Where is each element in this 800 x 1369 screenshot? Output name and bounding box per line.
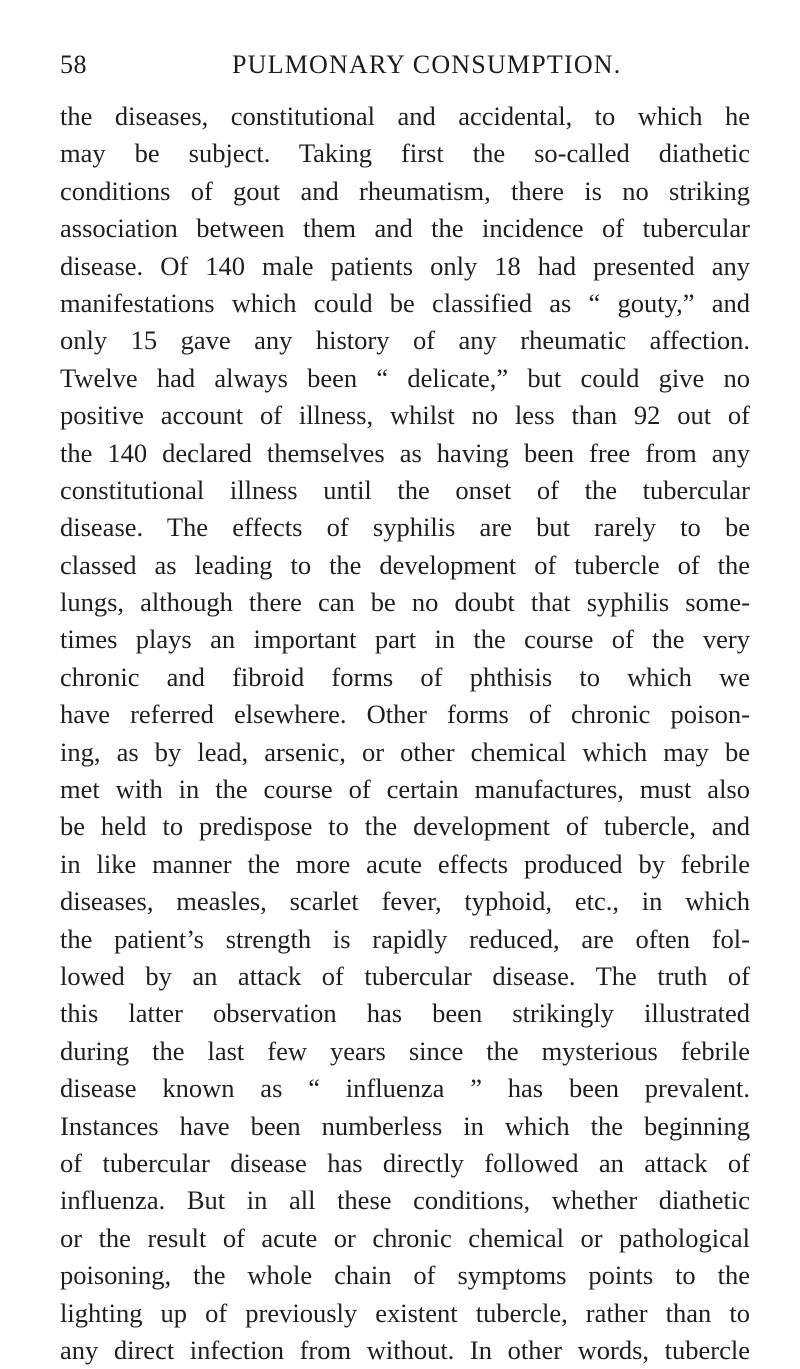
body-text	[60, 98, 750, 1369]
page-number: 58	[60, 50, 87, 79]
text-line: lighting up of previously existent tubercle, rather than to	[60, 1297, 750, 1328]
text-line: any direct infection from without. In other words, tubercle	[60, 1334, 750, 1365]
running-head: PULMONARY CONSUMPTION.	[232, 50, 622, 79]
text-line: during the last few years since the mysterious febrile	[60, 1035, 750, 1066]
text-line: ing, as by lead, arsenic, or other chemical which may be	[60, 736, 750, 767]
text-line: Twelve had always been “ delicate,” but could give no	[60, 362, 750, 393]
page-header	[0, 48, 800, 82]
text-line: influenza. But in all these conditions, whether diathetic	[60, 1185, 750, 1216]
text-line: chronic and fibroid forms of phthisis to which we	[60, 661, 750, 692]
text-line: times plays an important part in the course of the very	[60, 624, 750, 655]
text-line: the patient’s strength is rapidly reduced, are often fol-	[60, 923, 750, 954]
text-line: poisoning, the whole chain of symptoms points to the	[60, 1260, 750, 1291]
text-line: met with in the course of certain manufactures, must also	[60, 774, 750, 805]
text-line: in like manner the more acute effects produced by febrile	[60, 848, 750, 879]
text-line: manifestations which could be classified as “ gouty,” and	[60, 287, 750, 318]
text-line: the 140 declared themselves as having been free from any	[60, 437, 750, 468]
text-line: this latter observation has been strikingly illustrated	[60, 998, 750, 1029]
text-line: diseases, measles, scarlet fever, typhoid, etc., in which	[60, 886, 750, 917]
text-line: lowed by an attack of tubercular disease. The truth of	[60, 960, 750, 991]
text-line: be held to predispose to the development of tubercle, and	[60, 811, 750, 842]
text-line: have referred elsewhere. Other forms of chronic poison-	[60, 699, 750, 730]
text-line: constitutional illness until the onset of the tubercular	[60, 474, 750, 505]
text-line: positive account of illness, whilst no less than 92 out of	[60, 400, 750, 431]
text-line: classed as leading to the development of tubercle of the	[60, 549, 750, 580]
text-line: or the result of acute or chronic chemical or pathological	[60, 1222, 750, 1253]
text-line: association between them and the incidence of tubercular	[60, 213, 750, 244]
text-line: only 15 gave any history of any rheumatic affection.	[60, 325, 750, 356]
text-line: lungs, although there can be no doubt that syphilis some-	[60, 587, 750, 618]
text-line: disease. Of 140 male patients only 18 had presented any	[60, 250, 750, 281]
text-line: disease. The effects of syphilis are but rarely to be	[60, 512, 750, 543]
text-line: of tubercular disease has directly followed an attack of	[60, 1147, 750, 1178]
text-line: conditions of gout and rheumatism, there is no striking	[60, 175, 750, 206]
text-line: disease known as “ influenza ” has been prevalent.	[60, 1073, 750, 1104]
text-line: the diseases, constitutional and accidental, to which he	[60, 101, 750, 131]
text-line: Instances have been numberless in which the beginning	[60, 1110, 750, 1141]
text-line: may be subject. Taking first the so-called diathetic	[60, 138, 750, 169]
